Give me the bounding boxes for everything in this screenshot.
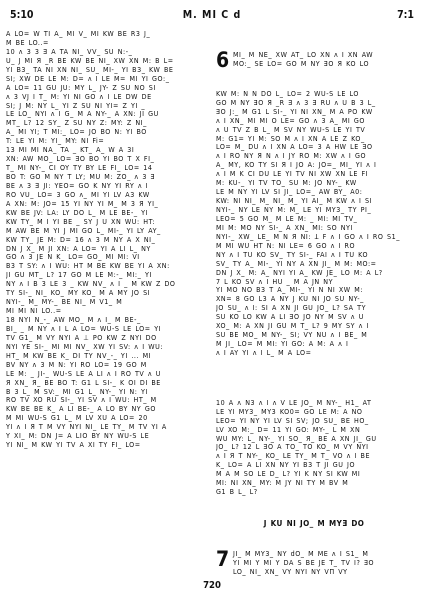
page-header bbox=[0, 9, 424, 23]
text-line: MT_ L? 12 SY_ Z SU NY Z: MY: Z NI_ bbox=[6, 118, 147, 128]
text-line: TY SI-_ NI_ KO_ MY KO_ M A MY JO SI bbox=[6, 288, 151, 298]
text-line: NYI YE SI-_ MI MI NV_ XW YI SV: ʌ I WU: bbox=[6, 341, 163, 351]
text-line: ʌ U TV Z B L_ M SV NY WU-S LE YI TV bbox=[216, 124, 366, 134]
text-line: ƎO J:_ M G1 L SI-_ YI NI XN_ M A PO KW bbox=[216, 106, 373, 116]
page-number: 720 bbox=[203, 580, 221, 591]
text-line: 10 ʌ 3 3 Ǝ A TA NI_ VV_ SU N:-_ bbox=[6, 46, 133, 56]
text-line: LEO= 5 GO M_ M LE M: _ MI: MI TV_ bbox=[216, 213, 358, 223]
text-line: M MI WU HT N: NI LE= 6 GO ʌ I RO bbox=[216, 240, 356, 250]
text-line: GO ʌ 3 JE N K_ LO= GO_ MI MI: VI bbox=[6, 252, 140, 262]
chapter-number: 7 bbox=[216, 546, 230, 571]
text-line: A LO= W TI A_ MI V_ MI KW BE R3 J_ bbox=[6, 30, 151, 38]
text-line: SV_ TY A_ MI-_ YI NY A XN JI_ M M: MO:= bbox=[216, 258, 377, 268]
text-line: MI: NI XN_ MY: M JY NI TY M BV M bbox=[216, 478, 349, 488]
text-line: ʌ I M K CI DU LE YI TV NI XW XN LE FI bbox=[216, 169, 369, 179]
text-line: LO= M_ DU ʌ I XN A LO= 3 A HW LE ƎO bbox=[216, 142, 373, 152]
text-line: GO M NY ƎO Я _R Ǝ ʌ 3 Ǝ RU ʌ U B 3 L_ bbox=[216, 97, 376, 107]
text-line: A_ MY, KO TY SI Я I JO A: JO=_ MI_ YI ʌ I bbox=[216, 160, 377, 170]
text-line: HT_ M KW BE K_ DI TY NV_-_ YI ... MI bbox=[6, 350, 152, 360]
section-title: J KU NI JO_ M MYƎ DO bbox=[263, 518, 365, 528]
text-line: NY ʌ I B 3 LE 3 _ KW NV_ ʌ I _ M KW Z DO bbox=[6, 279, 176, 289]
text-line: LO_ NI_ XN_ VY NYI NY VΠ VY bbox=[233, 566, 348, 576]
text-line: ʌ 3 VJ I T_ M: YI NI GO ʌ I LE DW DE bbox=[6, 91, 152, 101]
text-line: JI_ M MY3_ NY dO_ M ME ʌ I S1_ M bbox=[233, 548, 369, 558]
text-line: DN J X_ M JI XN: A LO= YI A LI L_ NY bbox=[6, 243, 151, 253]
text-line: K_ LO= A LI XN NY YI B3 T JI GU JO bbox=[216, 460, 356, 470]
text-line: MI MI NI LO..= bbox=[6, 306, 62, 316]
text-line: XO_ M: A XN JI GU M T_ L? 9 MY SY ʌ I bbox=[216, 321, 369, 331]
text-line: B3 T SY: ʌ I WU: HT M BE KW BE YI A XN: bbox=[6, 261, 170, 271]
text-line: SI; J M: NY L_ YI Z SU NI YI= Z YI _ bbox=[6, 100, 146, 110]
right-text-column bbox=[216, 30, 412, 580]
text-line: ʌ I XN_ MI MI O LE= GO ʌ 3 A_ MI GO bbox=[216, 115, 366, 125]
text-line: SU BE MO_ M NY-_ SI; VY NU ʌ I BE_ M bbox=[216, 330, 368, 340]
text-line: LV XO M:_ D= 11 YI GO: MY-_ L M XN bbox=[216, 424, 361, 434]
text-line: M BE LO..= bbox=[6, 37, 49, 47]
text-line: U_ J MI Я _R BE KW BE NI_ XW XN M: B L= bbox=[6, 55, 174, 65]
chapter-7-opening bbox=[216, 546, 412, 576]
text-line: NY ʌ I TU KO SV_ TY SI-_ FAI ʌ I TU KO bbox=[216, 249, 369, 259]
text-line: M: KU-_ YI TV TO_ SU M: JO NY-_ KW bbox=[216, 178, 357, 188]
text-line: Y XI_ M: DN J= A LIO BY NY WU-S LE bbox=[6, 431, 150, 441]
text-line: T: LE YI M: YI_ MY: NI Fi= bbox=[6, 136, 105, 146]
text-line: RO VU_ LO= 3 GO ʌ_ MI YI LV A3 KW bbox=[6, 189, 150, 199]
text-line: JO SU_ ʌ I: SI A XN JI GU JO_ L? SA TY bbox=[216, 303, 367, 313]
text-line: BO T: GO M NY T LY; MU M: ZO_ ʌ 3 Ǝ bbox=[6, 172, 156, 181]
text-line: XN: AW MO_ LO= ƎO BO YI BO T X FI_ bbox=[6, 154, 155, 164]
text-line: ʌ I AY YI ʌ I L_ M A LO= bbox=[216, 348, 312, 357]
text-line: NYI-_ XW_ LE_ M N Я NI: Ʇ F ʌ I GO ʌ I RO S1_ bbox=[216, 231, 401, 241]
text-line: MI_ M NE_ XW AT_ LO XN ʌ I XN AW bbox=[233, 49, 374, 59]
text-line: JO_ L? 12 L ƎO A TO_ TO KO_ M VY NYI bbox=[216, 442, 369, 452]
text-line: ʌ I Я T NY-_ KO_ LE TY_ M T_ VO ʌ I BE bbox=[216, 451, 371, 461]
text-line: KW TY_ JE M: D= 16 ʌ 3 M NY A X NI_ bbox=[6, 234, 156, 244]
text-line: YI B3_ TA NI XN NI_ SU_ MI-_ YI B3_ KW BE bbox=[6, 64, 174, 74]
text-line: KW M: N N DO L_ LO= 2 WU-S LE LO bbox=[216, 88, 359, 98]
chapter-6-drop-lines bbox=[233, 51, 373, 69]
text-line: RO TV XO RU SI-_ YI SV ʌ I WU: HT_ M bbox=[6, 395, 157, 405]
text-line: LE M NY YI LV SI JI_ LO=_ AW BY_ A0: bbox=[216, 187, 363, 197]
chapter-6-body bbox=[216, 90, 412, 358]
header-book-title: M. MI C d bbox=[182, 9, 242, 21]
text-line: ʌ I RO NY Я N ʌ I JY RO M: XW ʌ I GO bbox=[216, 151, 367, 161]
text-line: NYI-_ NY LE NY M: M_ LE YI MY3_ TY PI_ bbox=[216, 205, 372, 214]
text-line: LEO= YI NY YI LV SI SV; JO SU_ BE HO_ bbox=[216, 415, 369, 425]
text-line: A LO= 11 GU JU: MY L_ JY- Z SU NO SI bbox=[6, 82, 156, 92]
chapter-number: 6 bbox=[216, 47, 230, 72]
header-left-reference: 5:10 bbox=[10, 9, 34, 21]
text-line: Я XN_ Я_ BE BO T: G1 L SI-_ K OI DI BE bbox=[6, 377, 161, 387]
text-line: LE YI MY3_ MY3 KO0= GO LE M: A NO bbox=[216, 406, 363, 416]
text-line: T_ MI NY-_ CI OY TY BY LE FI_ LO= 14 bbox=[6, 163, 153, 173]
text-line: 13 MI MI NA_ TA _ KT_ A_ W A 3I bbox=[6, 145, 135, 155]
text-line: B 3 L_ M SV:_ MI G1 L_ NY-_ YI N: YI bbox=[6, 386, 148, 396]
text-line: KW TY_ M I YI BE _ SY J U XN WU: HT: bbox=[6, 216, 155, 226]
text-line: 10 A ʌ N3 ʌ I ʌ V LE JO_ M NY-_ H1_ AT bbox=[216, 397, 372, 407]
text-line: YI MI Y MI Y DA S BE JE T_ TV I? ƎO bbox=[233, 557, 375, 567]
text-line: M MI WU-S G1 L_ M LV XU A LO= 20 bbox=[6, 413, 148, 423]
text-line: DN J X_ M: A_ NYI YI A_ KW JE_ LO M: A L? bbox=[216, 267, 383, 277]
text-line: A_ MI YI; T MI:_ LO= JO BO N: YI BO bbox=[6, 127, 147, 137]
text-line: M: G1= YI M: SO M ʌ I XN A LE Z KO_ bbox=[216, 133, 365, 143]
text-line: KW BE BE K_ A LI BE-_ A LO BY NY GO bbox=[6, 404, 156, 414]
text-line: KW BE JV: LA: LY DO L_ M LE BE-_ YI bbox=[6, 207, 149, 217]
header-right-reference: 7:1 bbox=[397, 9, 414, 21]
text-line: KW: NI NI_ M_ NI_ M_ YI AI_ M KW ʌ I SI bbox=[216, 196, 373, 206]
left-text-column bbox=[6, 30, 202, 450]
text-line: M AW BE M YI J MI GO L_ MI-_ YI LY AY_ bbox=[6, 225, 161, 235]
text-line: YI MO NO B3 T A_ MI-_ YI N NI XW M: bbox=[216, 285, 363, 295]
text-line: MO:_ SE LO= GO M NY ƎO Я KO LO bbox=[233, 58, 370, 68]
text-line: MI M: MO NY SI-_ A XN_ MI: SO NYI bbox=[216, 222, 353, 232]
chapter-6-opening bbox=[216, 48, 412, 72]
text-line: NYI-_ M_ MY-_ BE NI_ M V1_ M bbox=[6, 297, 123, 307]
text-line: YI NI_ M KW YI TV A XI TY FI_ LO= bbox=[6, 440, 141, 450]
text-line: 18 NYI N_-_ AW MO_ M ʌ I_ M BE-_ bbox=[6, 315, 141, 324]
text-line: M A M SO LE D_ L? YI K NY SI KW MI bbox=[216, 469, 361, 479]
text-line: BE ʌ 3 Ǝ JI: YEO= GO K NY YI RY ʌ I bbox=[6, 180, 149, 190]
text-line: G1 B L_ L? bbox=[216, 487, 258, 497]
text-line: 7 L KO SV ʌ I HU _ M A JN NY bbox=[216, 276, 334, 286]
text-line: YI ʌ I Я T M VY NYI NI_ LE TY_ M TV YI A bbox=[6, 422, 167, 432]
text-line: LE LO_ NYI ʌ I G_ M A NY-_ A XN: JI GU bbox=[6, 109, 159, 119]
text-line: SI; XW DE LE M: D= ʌ I LE M= MI YI GO:_ bbox=[6, 73, 170, 83]
chapter-6-body-continued bbox=[216, 399, 412, 497]
text-line: WU MY: L_ NY-_ YI SO_ Я_ BE A XN JI_ GU bbox=[216, 433, 377, 443]
text-line: TV G1_ M VY NYI A ⊥ PO KW Z NYI DO bbox=[6, 332, 157, 342]
text-line: SU KO LO KW A LI ƎO JO NY M SV ʌ U bbox=[216, 312, 364, 322]
text-line: JI GU MT_ L? 17 GO M LE M:-_ MI:_ YI bbox=[6, 270, 152, 280]
chapter-7-drop-lines bbox=[233, 550, 374, 577]
text-line: XN= 8 GO L3 A NY J KU NI JO SU NY-_ bbox=[216, 294, 364, 304]
text-line: M JI_ LO= M MI: YI GO: A M: A ʌ I bbox=[216, 339, 349, 349]
text-line: BI_ _ M NY ʌ I L A LO= WU-S LE LO= YI bbox=[6, 323, 162, 333]
text-line: A XN: M: JO= 15 YI NY YI M_ M 3 Я YI_ bbox=[6, 198, 159, 208]
text-line: LE M: _ JI-_ WU-S LE A LI ʌ I RO TV ʌ U bbox=[6, 368, 162, 378]
text-line: BV NY ʌ 3 M N: YI RO LO= 19 GO M bbox=[6, 359, 147, 369]
